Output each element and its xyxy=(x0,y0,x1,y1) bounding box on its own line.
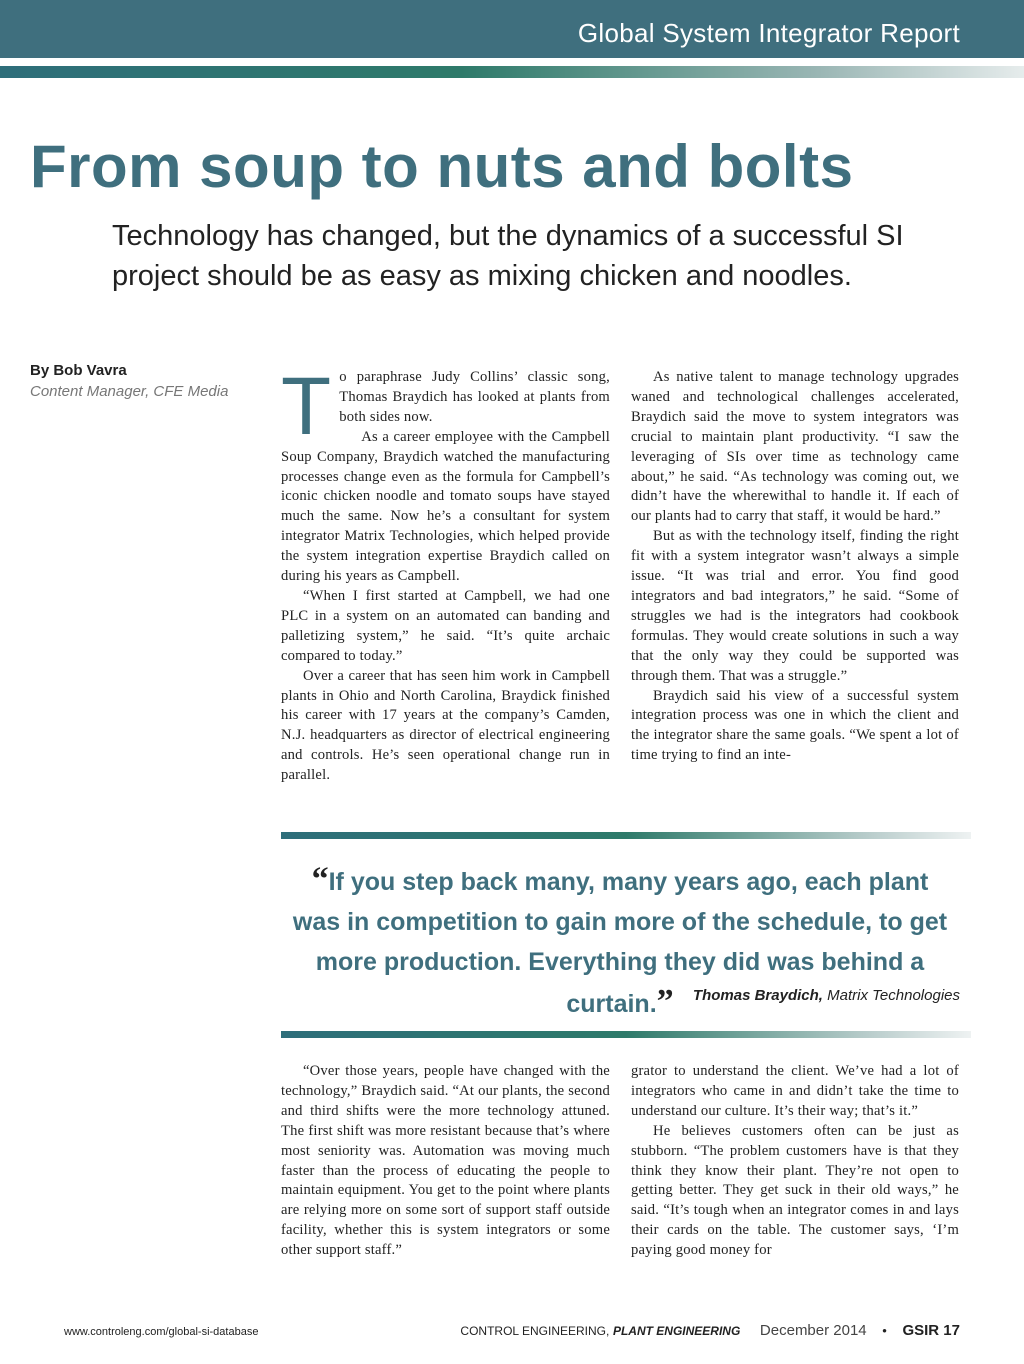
paragraph: “Over those years, people have changed with the technology,” Braydich said. “At our plants, the second and third shifts were the more technology attuned. The first shift was more resistant because that’s where most seniority was. Automation was moving much faster than the process of educating the people to maintain equipment. You get to the point where plants are relying more on some sort of support staff outside facility, whether this is system integrators or some other support staff.” xyxy=(281,1063,610,1259)
pullquote-rule-bottom xyxy=(281,1031,971,1038)
body-column-3 xyxy=(281,1062,610,1261)
drop-cap: T xyxy=(281,361,332,452)
footer-bullet: • xyxy=(882,1323,887,1338)
article-headline: From soup to nuts and bolts xyxy=(30,133,854,200)
attribution-org: Matrix Technologies xyxy=(827,987,960,1004)
article-deck: Technology has changed, but the dynamics of a successful SI project should be as easy as mixing chicken and noodles. xyxy=(112,220,904,292)
paragraph: Braydich said his view of a successful system integration process was one in which the client and the integrator share the same goals. “We spent a lot of time trying to find an inte- xyxy=(631,687,959,764)
page-number: GSIR 17 xyxy=(902,1322,960,1339)
footer-publication-2: PLANT ENGINEERING xyxy=(612,1324,741,1338)
body-column-4 xyxy=(631,1062,959,1261)
paragraph: “When I first started at Campbell, we had one PLC in a system on an automated can banding and palletizing system,” he said. “It’s quite archaic compared to today.” xyxy=(281,587,610,664)
pullquote-attribution xyxy=(693,987,960,1004)
paragraph: As native talent to manage technology upgrades waned and technological challenges accelerated, Braydich said the move to system integrators was crucial to maintain plant productivity. “I saw the leveraging of SIs over time as technology came about,” he said. “As technology was coming out, we didn’t have the wherewithal to handle it. If each of our plants had to carry that staff, it would be hard.” xyxy=(631,369,959,525)
paragraph: As a career employee with the Campbell Soup Company, Braydich watched the manufacturing processes change even as the formula for Campbell’s iconic chicken noodle and tomato soups have stayed much the same. Now he’s a consultant for system integrator Matrix Technologies, which helped provide the system integration expertise Braydich called on during his years as Campbell. xyxy=(281,428,610,585)
open-quote-mark: “ xyxy=(311,861,329,898)
footer-info xyxy=(460,1322,960,1339)
body-column-2 xyxy=(631,368,959,766)
paragraph: o paraphrase Judy Collins’ classic song, Thomas Braydich has looked at plants from both sides now. xyxy=(339,369,610,425)
author-name: By Bob Vavra xyxy=(30,362,127,379)
author-role: Content Manager, CFE Media xyxy=(30,383,229,400)
footer-url[interactable]: www.controleng.com/global-si-database xyxy=(64,1326,259,1338)
section-title: Global System Integrator Report xyxy=(577,18,960,48)
paragraph: He believes customers often can be just as stubborn. “The problem customers have is that they think they know their plant. They’re not open to getting better. They get suck in their old ways,” he said. “It’s tough when an integrator comes in and lays their cards on the table. The customer says, ‘I’m paying good money for xyxy=(631,1122,959,1259)
paragraph: But as with the technology itself, finding the right fit with a system integrator wasn’t always a simple issue. “It was trial and error. You find good integrators and bad integrators,” he said. “Some of struggles we had is the integrators had cookbook formulas. They would create solutions in such a way that the only way they could be supported was through them. That was a struggle.” xyxy=(631,528,959,684)
byline xyxy=(30,361,228,403)
pullquote-rule-top xyxy=(281,832,971,839)
pullquote-text: If you step back many, many years ago, each plant was in competition to gain more of the schedule, to get more production. Everything they did was behind a curtain. xyxy=(292,868,948,1018)
attribution-name: Thomas Braydich, xyxy=(692,987,823,1004)
footer-date: December 2014 xyxy=(759,1322,867,1339)
header-rule xyxy=(0,66,1024,78)
header-band xyxy=(0,0,1024,58)
body-column-1 xyxy=(281,361,610,786)
close-quote-mark: ” xyxy=(656,983,674,1020)
paragraph: grator to understand the client. We’ve had a lot of integrators who came in and didn’t take the time to understand our culture. It’s their way; that’s it.” xyxy=(631,1063,959,1119)
paragraph: Over a career that has seen him work in Campbell plants in Ohio and North Carolina, Braydick finished his career with 17 years at the company’s Camden, N.J. headquarters as director of electrical engineering and controls. He’s seen operational change run in parallel. xyxy=(281,667,610,784)
footer-publication: CONTROL ENGINEERING, xyxy=(460,1324,610,1338)
